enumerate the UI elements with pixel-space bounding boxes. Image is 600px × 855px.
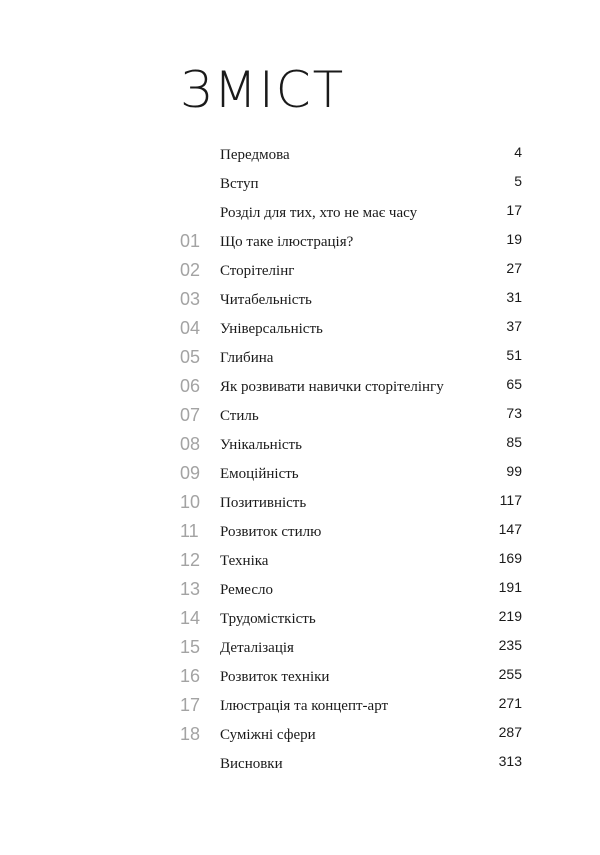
chapter-number: 03 [180,289,201,309]
page-number: 147 [498,521,522,537]
page-number: 85 [506,434,522,450]
chapter-number: 14 [180,608,201,628]
toc-entry [180,344,522,373]
toc-entry [180,141,522,170]
page-number: 5 [514,173,522,189]
chapter-number: 07 [180,405,201,425]
chapter-title: Унікальність [220,437,302,453]
toc-entry [180,721,522,750]
page-number: 31 [506,289,522,305]
chapter-title: Розвиток техніки [220,669,330,685]
page-number: 271 [498,695,522,711]
chapter-number: 01 [180,231,201,251]
chapter-title: Техніка [220,553,269,569]
toc-entry [180,286,522,315]
chapter-number: 15 [180,637,201,657]
toc-entry [180,431,522,460]
page-number: 219 [498,608,522,624]
toc-entry [180,257,522,286]
page-number: 37 [506,318,522,334]
toc-entry [180,547,522,576]
chapter-number: 17 [180,695,201,715]
page-number: 235 [498,637,522,653]
toc-entry [180,750,522,779]
chapter-number: 11 [180,521,199,541]
chapter-title: Вступ [220,176,259,192]
page-number: 99 [506,463,522,479]
chapter-number: 09 [180,463,201,483]
page-number: 255 [498,666,522,682]
toc-entry [180,315,522,344]
toc-entry [180,663,522,692]
toc-entry [180,634,522,663]
toc-entry [180,199,522,228]
page-number: 73 [506,405,522,421]
chapter-title: Ремесло [220,582,273,598]
chapter-title: Універсальність [220,321,323,337]
toc-entry [180,576,522,605]
chapter-number: 13 [180,579,201,599]
chapter-title: Стиль [220,408,259,424]
page-number: 191 [498,579,522,595]
toc-entry [180,605,522,634]
page-number: 169 [498,550,522,566]
toc-entry [180,518,522,547]
toc-entry [180,692,522,721]
page-number: 51 [506,347,522,363]
chapter-number: 10 [180,492,201,512]
chapter-title: Глибина [220,350,274,366]
chapter-title: Сторітелінг [220,263,295,279]
chapter-title: Передмова [220,147,290,163]
page-number: 17 [506,202,522,218]
chapter-number: 05 [180,347,201,367]
page-number: 287 [498,724,522,740]
page-title: ЗМІСТ [180,61,346,119]
chapter-title: Що таке ілюстрація? [220,234,354,250]
page-number: 65 [506,376,522,392]
toc-entry [180,170,522,199]
chapter-title: Розвиток стилю [220,524,322,540]
toc-entry [180,460,522,489]
chapter-title: Висновки [220,756,283,772]
chapter-number: 08 [180,434,201,454]
chapter-title: Суміжні сфери [220,727,316,743]
chapter-title: Як розвивати навички сторітелінгу [220,379,444,395]
chapter-number: 18 [180,724,201,744]
page-number: 313 [498,753,522,769]
toc-entry [180,228,522,257]
page-number: 117 [499,492,522,508]
chapter-number: 16 [180,666,201,686]
chapter-title: Деталізація [220,640,294,656]
page-number: 27 [506,260,522,276]
chapter-title: Розділ для тих, хто не має часу [220,205,418,221]
toc-entry [180,489,522,518]
chapter-title: Читабельність [220,292,312,308]
table-of-contents [180,141,522,779]
chapter-number: 04 [180,318,201,338]
page-number: 19 [506,231,522,247]
chapter-title: Позитивність [220,495,307,511]
page-number: 4 [514,144,522,160]
chapter-title: Трудомісткість [220,611,316,627]
chapter-title: Ілюстрація та концепт-арт [220,698,389,714]
chapter-title: Емоційність [220,466,299,482]
chapter-number: 02 [180,260,201,280]
toc-entry [180,402,522,431]
chapter-number: 06 [180,376,201,396]
chapter-number: 12 [180,550,201,570]
toc-entry [180,373,522,402]
